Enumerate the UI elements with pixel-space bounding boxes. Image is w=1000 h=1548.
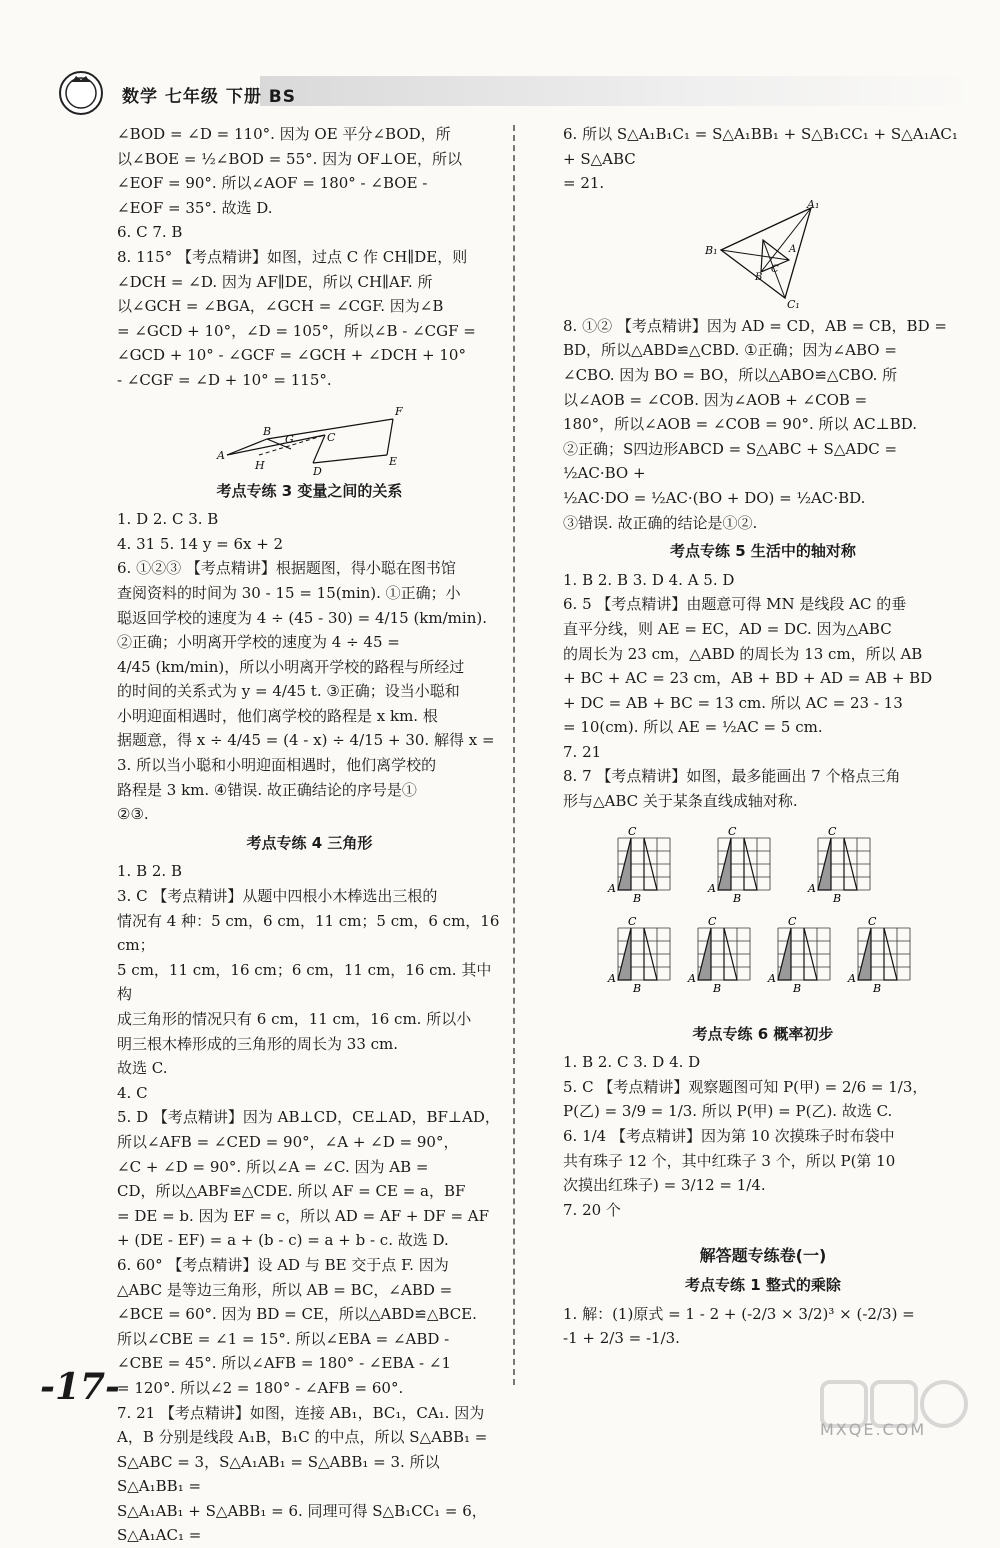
answer-line: 7. 20 个 [563,1200,621,1219]
grid-vertex-label: A [708,881,716,895]
answer-line: S△ABC = 3，S△A₁AB₁ = S△ABB₁ = 3. 所以 S△A₁BB₁ = [117,1452,440,1496]
answer-line: 故选 C. [117,1059,168,1078]
header-band [260,76,980,106]
answer-line: 据题意，得 x ÷ 4/45 = (4 - x) ÷ 4/15 + 30. 解得 x = [117,731,495,750]
grid-vertex-label: A [608,881,616,895]
grid-vertex-label: C [828,824,837,838]
answer-line: + BC + AC = 23 cm，AB + BD + AD = AB + BD [563,669,933,688]
answer-line: 3. 所以当小聪和小明迎面相遇时，他们离学校的 [117,756,437,775]
publisher-logo-icon [58,70,104,116]
answer-line: 1. 解：(1)原式 = 1 - 2 + (-2/3 × 3/2)³ × (-2/3) = [563,1304,915,1323]
fig1-label-f: F [394,404,403,418]
header-title: 数学 七年级 下册 BS [122,87,296,107]
grid-vertex-label: B [633,891,642,905]
answer-line: 7. 21 [563,742,602,761]
answer-line: 共有珠子 12 个，其中红珠子 3 个，所以 P(第 10 [563,1151,896,1170]
grid-figure [707,825,770,905]
grid-symmetry-figure [598,818,928,1018]
watermark-text: MXQE.COM [820,1420,927,1439]
answer-line: 查阅资料的时间为 30 - 15 = 15(min). ①正确；小 [117,583,461,602]
grid-vertex-label: B [833,891,842,905]
answer-line: 以∠BOE = ½∠BOD = 55°. 因为 OF⊥OE，所以 [117,149,463,168]
answer-line: 直平分线，则 AE = EC，AD = DC. 因为△ABC [563,619,892,638]
right-column [563,122,963,1351]
answer-line: 1. B 2. B 3. D 4. A 5. D [563,570,735,589]
answer-line: 1. B 2. B [117,862,182,881]
answer-line: 所以∠CBE = ∠1 = 15°. 所以∠EBA = ∠ABD - [117,1329,450,1348]
grid-figure [767,915,830,995]
answer-line: 明三根木棒形成的三角形的周长为 33 cm. [117,1034,399,1053]
answer-line: = ∠GCD + 10°，∠D = 105°，所以∠B - ∠CGF = [117,321,476,340]
fig2-label-c1: C₁ [787,297,800,310]
grid-figure [607,915,670,995]
grid-vertex-label: A [768,971,776,985]
answer-line: ½AC·DO = ½AC·(BO + DO) = ½AC·BD. [563,488,866,507]
answer-line: ②正确；S四边形ABCD = S△ABC + S△ADC = ½AC·BO + [563,439,898,483]
answer-line: 4. 31 5. 14 y = 6x + 2 [117,534,284,553]
right-answers-b [563,314,963,535]
grid-vertex-label: B [713,981,722,995]
left-answers-a [117,122,502,393]
answer-line: BD，所以△ABD≌△CBD. ①正确；因为∠ABO = [563,341,897,360]
right-answers-e [563,1302,963,1351]
answer-line: ∠C + ∠D = 90°. 所以∠A = ∠C. 因为 AB = [117,1157,429,1176]
answer-line: ∠BOD = ∠D = 110°. 因为 OE 平分∠BOD，所 [117,125,451,143]
column-divider [513,125,515,1385]
left-answers-c [117,859,502,1548]
answer-line: 6. 1/4 【考点精讲】因为第 10 次摸珠子时布袋中 [563,1127,895,1146]
answer-line: CD，所以△ABF≌△CDE. 所以 AF = CE = a，BF [117,1182,466,1201]
answer-line: = 21. [563,174,605,193]
fig1-label-d: D [312,464,322,475]
geometry-figure-1 [215,397,405,475]
fig1-label-h: H [254,458,265,472]
grid-vertex-label: B [633,981,642,995]
fig1-label-b: B [262,424,271,438]
fig1-label-c: C [326,430,335,444]
answer-line: 以∠AOB = ∠COB. 因为∠AOB + ∠COB = [563,390,868,409]
answer-line: 5 cm，11 cm，16 cm；6 cm，11 cm，16 cm. 其中构 [117,960,492,1004]
fig2-label-a1: A₁ [807,199,820,211]
grid-vertex-label: C [628,824,637,838]
answer-line: 1. B 2. C 3. D 4. D [563,1053,701,1072]
grid-vertex-label: A [608,971,616,985]
grid-vertex-label: C [788,914,797,928]
answer-line: ③错误. 故正确的结论是①②. [563,513,758,532]
answer-line: 6. ①②③ 【考点精讲】根据题图，得小聪在图书馆 [117,559,456,578]
answer-line: -1 + 2/3 = -1/3. [563,1329,680,1348]
answer-line: 所以∠AFB = ∠CED = 90°，∠A + ∠D = 90°， [117,1132,459,1151]
fig2-label-c: C [771,263,779,275]
grid-vertex-label: C [708,914,717,928]
answer-line: S△A₁AB₁ + S△ABB₁ = 6. 同理可得 S△B₁CC₁ = 6，S△A₁AC₁ = [117,1501,487,1545]
grid-vertex-label: A [808,881,816,895]
answer-line: 6. 60° 【考点精讲】设 AD 与 BE 交于点 F. 因为 [117,1255,449,1274]
answer-line: = 120°. 所以∠2 = 180° - ∠AFB = 60°. [117,1378,404,1397]
left-answers-b [117,507,502,827]
answer-line: △ABC 是等边三角形，所以 AB = BC，∠ABD = [117,1280,453,1299]
section-title-7: 考点专练 1 整式的乘除 [685,1276,841,1294]
section-title-5: 考点专练 5 生活中的轴对称 [670,542,856,561]
answer-line: 形与△ABC 关于某条直线成轴对称. [563,792,798,811]
answer-line: ②③. [117,805,149,824]
grid-figure [807,825,870,905]
answer-line: A，B 分别是线段 A₁B，B₁C 的中点，所以 S△ABB₁ = [117,1428,488,1447]
answer-line: 6. C 7. B [117,223,183,242]
right-answers-d [563,1050,963,1222]
answer-line: 情况有 4 种：5 cm，6 cm，11 cm；5 cm，6 cm，16 cm； [117,911,500,955]
answer-line: 路程是 3 km. ④错误. 故正确结论的序号是① [117,780,417,799]
section-title-3: 考点专练 3 变量之间的关系 [216,481,403,500]
answer-line: 次摸出红珠子) = 3/12 = 1/4. [563,1176,766,1195]
answer-line: ∠BCE = 60°. 因为 BD = CE，所以△ABD≌△BCE. [117,1305,477,1324]
grid-vertex-label: A [688,971,696,985]
answer-line: ∠EOF = 90°. 所以∠AOF = 180° - ∠BOE - [117,174,428,193]
answer-line: 以∠GCH = ∠BGA，∠GCH = ∠CGF. 因为∠B [117,297,444,316]
right-answers-c [563,568,963,814]
answer-line: - ∠CGF = ∠D + 10° = 115°. [117,370,332,389]
answer-line: ∠EOF = 35°. 故选 D. [117,198,273,217]
fig2-label-b1: B₁ [705,243,718,257]
answer-line: 4/45 (km/min)，所以小明离开学校的路程与所经过 [117,657,465,676]
answer-line: ∠DCH = ∠D. 因为 AF∥DE，所以 CH∥AF. 所 [117,272,433,291]
answer-line: P(乙) = 3/9 = 1/3. 所以 P(甲) = P(乙). 故选 C. [563,1102,893,1121]
fig1-label-a: A [216,448,225,462]
answer-line: + (DE - EF) = a + (b - c) = a + b - c. 故选 D. [117,1231,449,1250]
answer-line: = 10(cm). 所以 AE = ½AC = 5 cm. [563,718,823,737]
grid-vertex-label: C [868,914,877,928]
geometry-figure-2 [703,200,823,310]
answer-line: 180°，所以∠AOB = ∠COB = 90°. 所以 AC⊥BD. [563,415,918,434]
answer-line: 6. 5 【考点精讲】由题意可得 MN 是线段 AC 的垂 [563,595,907,614]
answer-line: 8. 7 【考点精讲】如图，最多能画出 7 个格点三角 [563,767,901,786]
page-number: -17- [40,1366,120,1408]
answer-line: 成三角形的情况只有 6 cm，11 cm，16 cm. 所以小 [117,1010,472,1028]
answer-line: 小明迎面相遇时，他们离学校的路程是 x km. 根 [117,706,438,725]
grid-vertex-label: C [728,824,737,838]
page-header [50,68,950,120]
answer-line: ∠GCD + 10° - ∠GCF = ∠GCH + ∠DCH + 10° [117,346,466,365]
answer-line: ②正确；小明离开学校的速度为 4 ÷ 45 = [117,633,400,652]
answer-line: 6. 所以 S△A₁B₁C₁ = S△A₁BB₁ + S△B₁CC₁ + S△A₁AC₁ + S△ABC [563,125,958,168]
answer-line: 聪返回学校的速度为 4 ÷ (45 - 30) = 4/15 (km/min). [117,608,487,627]
answer-line: 8. ①② 【考点精讲】因为 AD = CD，AB = CB，BD = [563,316,947,335]
fig2-label-b: B [755,271,763,283]
grid-vertex-label: B [873,981,882,995]
fig1-label-g: G [284,432,294,446]
answer-line: 5. D 【考点精讲】因为 AB⊥CD，CE⊥AD，BF⊥AD， [117,1108,500,1127]
grid-figure [847,915,910,995]
answer-line: 5. C 【考点精讲】观察题图可知 P(甲) = 2/6 = 1/3， [563,1077,928,1096]
answer-line: 8. 115° 【考点精讲】如图，过点 C 作 CH∥DE，则 [117,247,468,266]
section-title-4: 考点专练 4 三角形 [246,833,373,852]
answer-line: 3. C 【考点精讲】从题中四根小木棒选出三根的 [117,887,438,906]
answer-line: 4. C [117,1083,148,1102]
answer-line: + DC = AB + BC = 13 cm. 所以 AC = 23 - 13 [563,693,903,712]
section-title-6: 考点专练 6 概率初步 [692,1024,834,1043]
section-title-exam: 解答题专练卷(一) [699,1246,827,1266]
answer-line: 的时间的关系式为 y = 4/45 t. ③正确；设当小聪和 [117,682,460,701]
answer-line: 7. 21 【考点精讲】如图，连接 AB₁，BC₁，CA₁. 因为 [117,1403,485,1422]
fig1-label-e: E [388,454,397,468]
answer-line: = DE = b. 因为 EF = c，所以 AD = AF + DF = AF [117,1206,490,1225]
grid-vertex-label: A [848,971,856,985]
grid-figure [607,825,670,905]
grid-figure [687,915,750,995]
grid-vertex-label: C [628,914,637,928]
left-column [117,122,502,1548]
answer-line: 1. D 2. C 3. B [117,510,219,529]
answer-line: ∠CBO. 因为 BO = BO，所以△ABO≌△CBO. 所 [563,365,898,384]
right-answers-a [563,122,963,196]
grid-vertex-label: B [733,891,742,905]
fig2-label-a: A [789,243,797,255]
answer-line: ∠CBE = 45°. 所以∠AFB = 180° - ∠EBA - ∠1 [117,1354,452,1373]
grid-vertex-label: B [793,981,802,995]
answer-line: 的周长为 23 cm，△ABD 的周长为 13 cm，所以 AB [563,644,923,663]
